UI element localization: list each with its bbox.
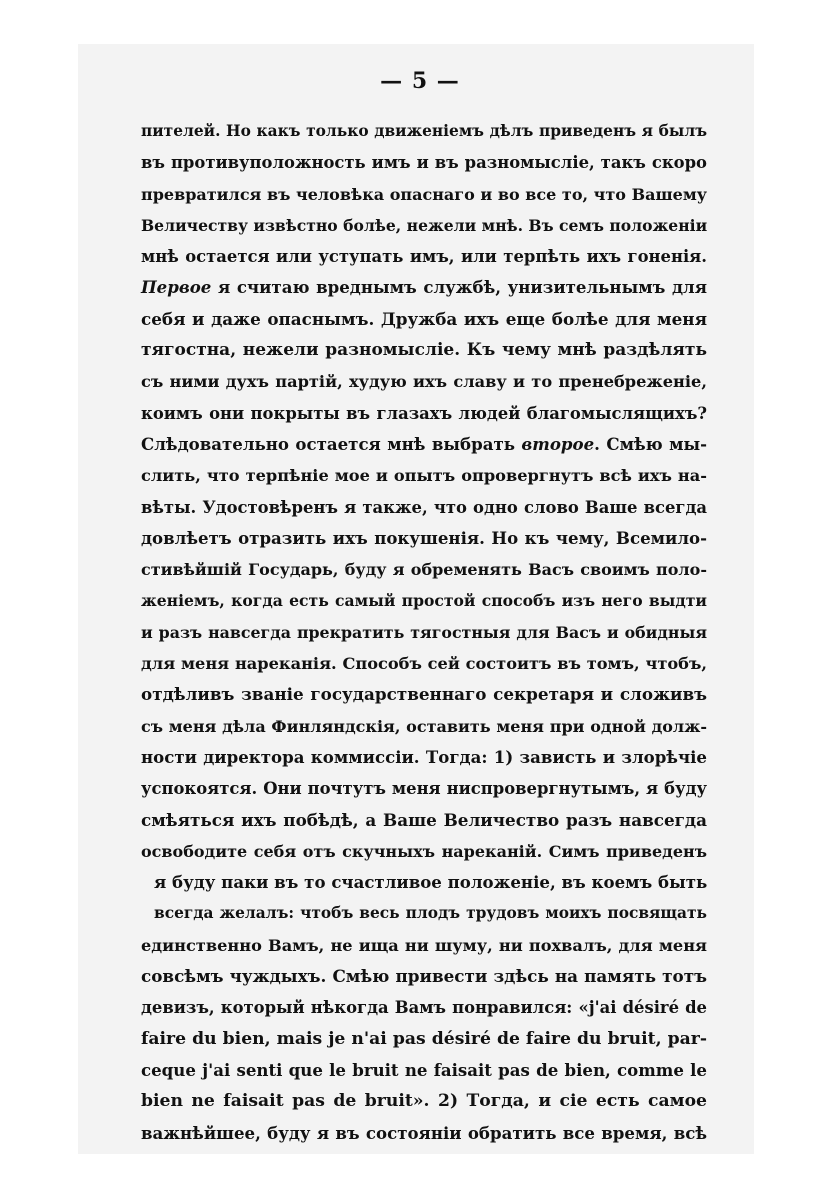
text-line: женіемъ, когда есть самый простой способъ изъ него выдти	[141, 591, 707, 611]
text-line: вѣты. Удостовѣренъ я также, что одно слово Ваше всегда	[141, 497, 707, 517]
text-line: коимъ они покрыты въ глазахъ людей благомыслящихъ?	[141, 403, 707, 423]
text-line: faire du bien, mais je n'ai pas désiré de faire du bruit, par-	[141, 1028, 707, 1049]
text-line: стивѣйшій Государь, буду я обременять Васъ своимъ поло-	[141, 560, 707, 580]
text-line: въ противуположность имъ и въ разномысліе, такъ скоро	[141, 153, 707, 173]
text-line: всегда желалъ: чтобъ весь плодъ трудовъ моихъ посвящать	[154, 904, 707, 923]
italic-word: второе	[521, 433, 595, 454]
text-line: себя и даже опаснымъ. Дружба ихъ еще болѣе для меня	[141, 308, 707, 329]
text-line: успокоятся. Они почтутъ меня ниспровергнутымъ, я буду	[141, 779, 707, 799]
text-line: освободите себя отъ скучныхъ нареканій. Симъ приведенъ	[141, 841, 707, 861]
text-line: слить, что терпѣніе мое и опытъ опровергнутъ всѣ ихъ на-	[141, 466, 707, 486]
text-line: превратился въ человѣка опаснаго и во все то, что Вашему	[141, 184, 707, 204]
text-line: ности директора коммиссіи. Тогда: 1) зависть и злорѣчіе	[141, 746, 707, 767]
body-text	[141, 116, 707, 1149]
text-line: я буду паки въ то счастливое положеніе, въ коемъ быть	[154, 872, 708, 893]
text-line: bien ne faisait pas de bruit». 2) Тогда, и сіе есть самое	[141, 1091, 707, 1112]
text-line: и разъ навсегда прекратить тягостныя для Васъ и обидныя	[141, 622, 707, 642]
text-line: для меня нареканія. Способъ сей состоитъ въ томъ, чтобъ,	[141, 654, 707, 674]
text-line: довлѣетъ отразить ихъ покушенія. Но къ чему, Всемило-	[141, 527, 707, 548]
text-line: съ ними духъ партій, худую ихъ славу и то пренебреженіе,	[141, 372, 707, 392]
text-line: мнѣ остается или уступать имъ, или терпѣть ихъ гоненія.	[141, 247, 707, 267]
text-line: единственно Вамъ, не ища ни шуму, ни похвалъ, для меня	[141, 935, 707, 955]
text-line: совсѣмъ чуждыхъ. Смѣю привести здѣсь на память тотъ	[141, 966, 707, 987]
text-line: пителей. Но какъ только движеніемъ дѣлъ приведенъ я былъ	[141, 122, 707, 140]
text-line: Величеству извѣстно болѣе, нежели мнѣ. Въ семъ положеніи	[141, 215, 708, 235]
text-line: ceque j'ai senti que le bruit ne faisait pas de bien, comme le	[141, 1059, 707, 1080]
text-line: Слѣдовательно остается мнѣ выбрать второе. Смѣю мы-	[141, 433, 708, 454]
text-line: съ меня дѣла Финляндскія, оставить меня при одной долж-	[141, 716, 707, 736]
text-line: Первое я считаю вреднымъ службѣ, унизительнымъ для	[141, 277, 707, 298]
text-line: важнѣйшее, буду я въ состояніи обратить все время, всѣ	[141, 1122, 707, 1143]
text-line: девизъ, который нѣкогда Вамъ понравился: «j'ai désiré de	[141, 998, 707, 1018]
italic-word: Первое	[141, 277, 212, 298]
page-number: — 5 —	[380, 68, 460, 94]
text-line: отдѣливъ званіе государственнаго секретаря и сложивъ	[141, 684, 707, 705]
text-line: тягостна, нежели разномысліе. Къ чему мнѣ раздѣлять	[141, 340, 707, 361]
text-line: смѣяться ихъ побѣдѣ, а Ваше Величество разъ навсегда	[141, 809, 707, 830]
